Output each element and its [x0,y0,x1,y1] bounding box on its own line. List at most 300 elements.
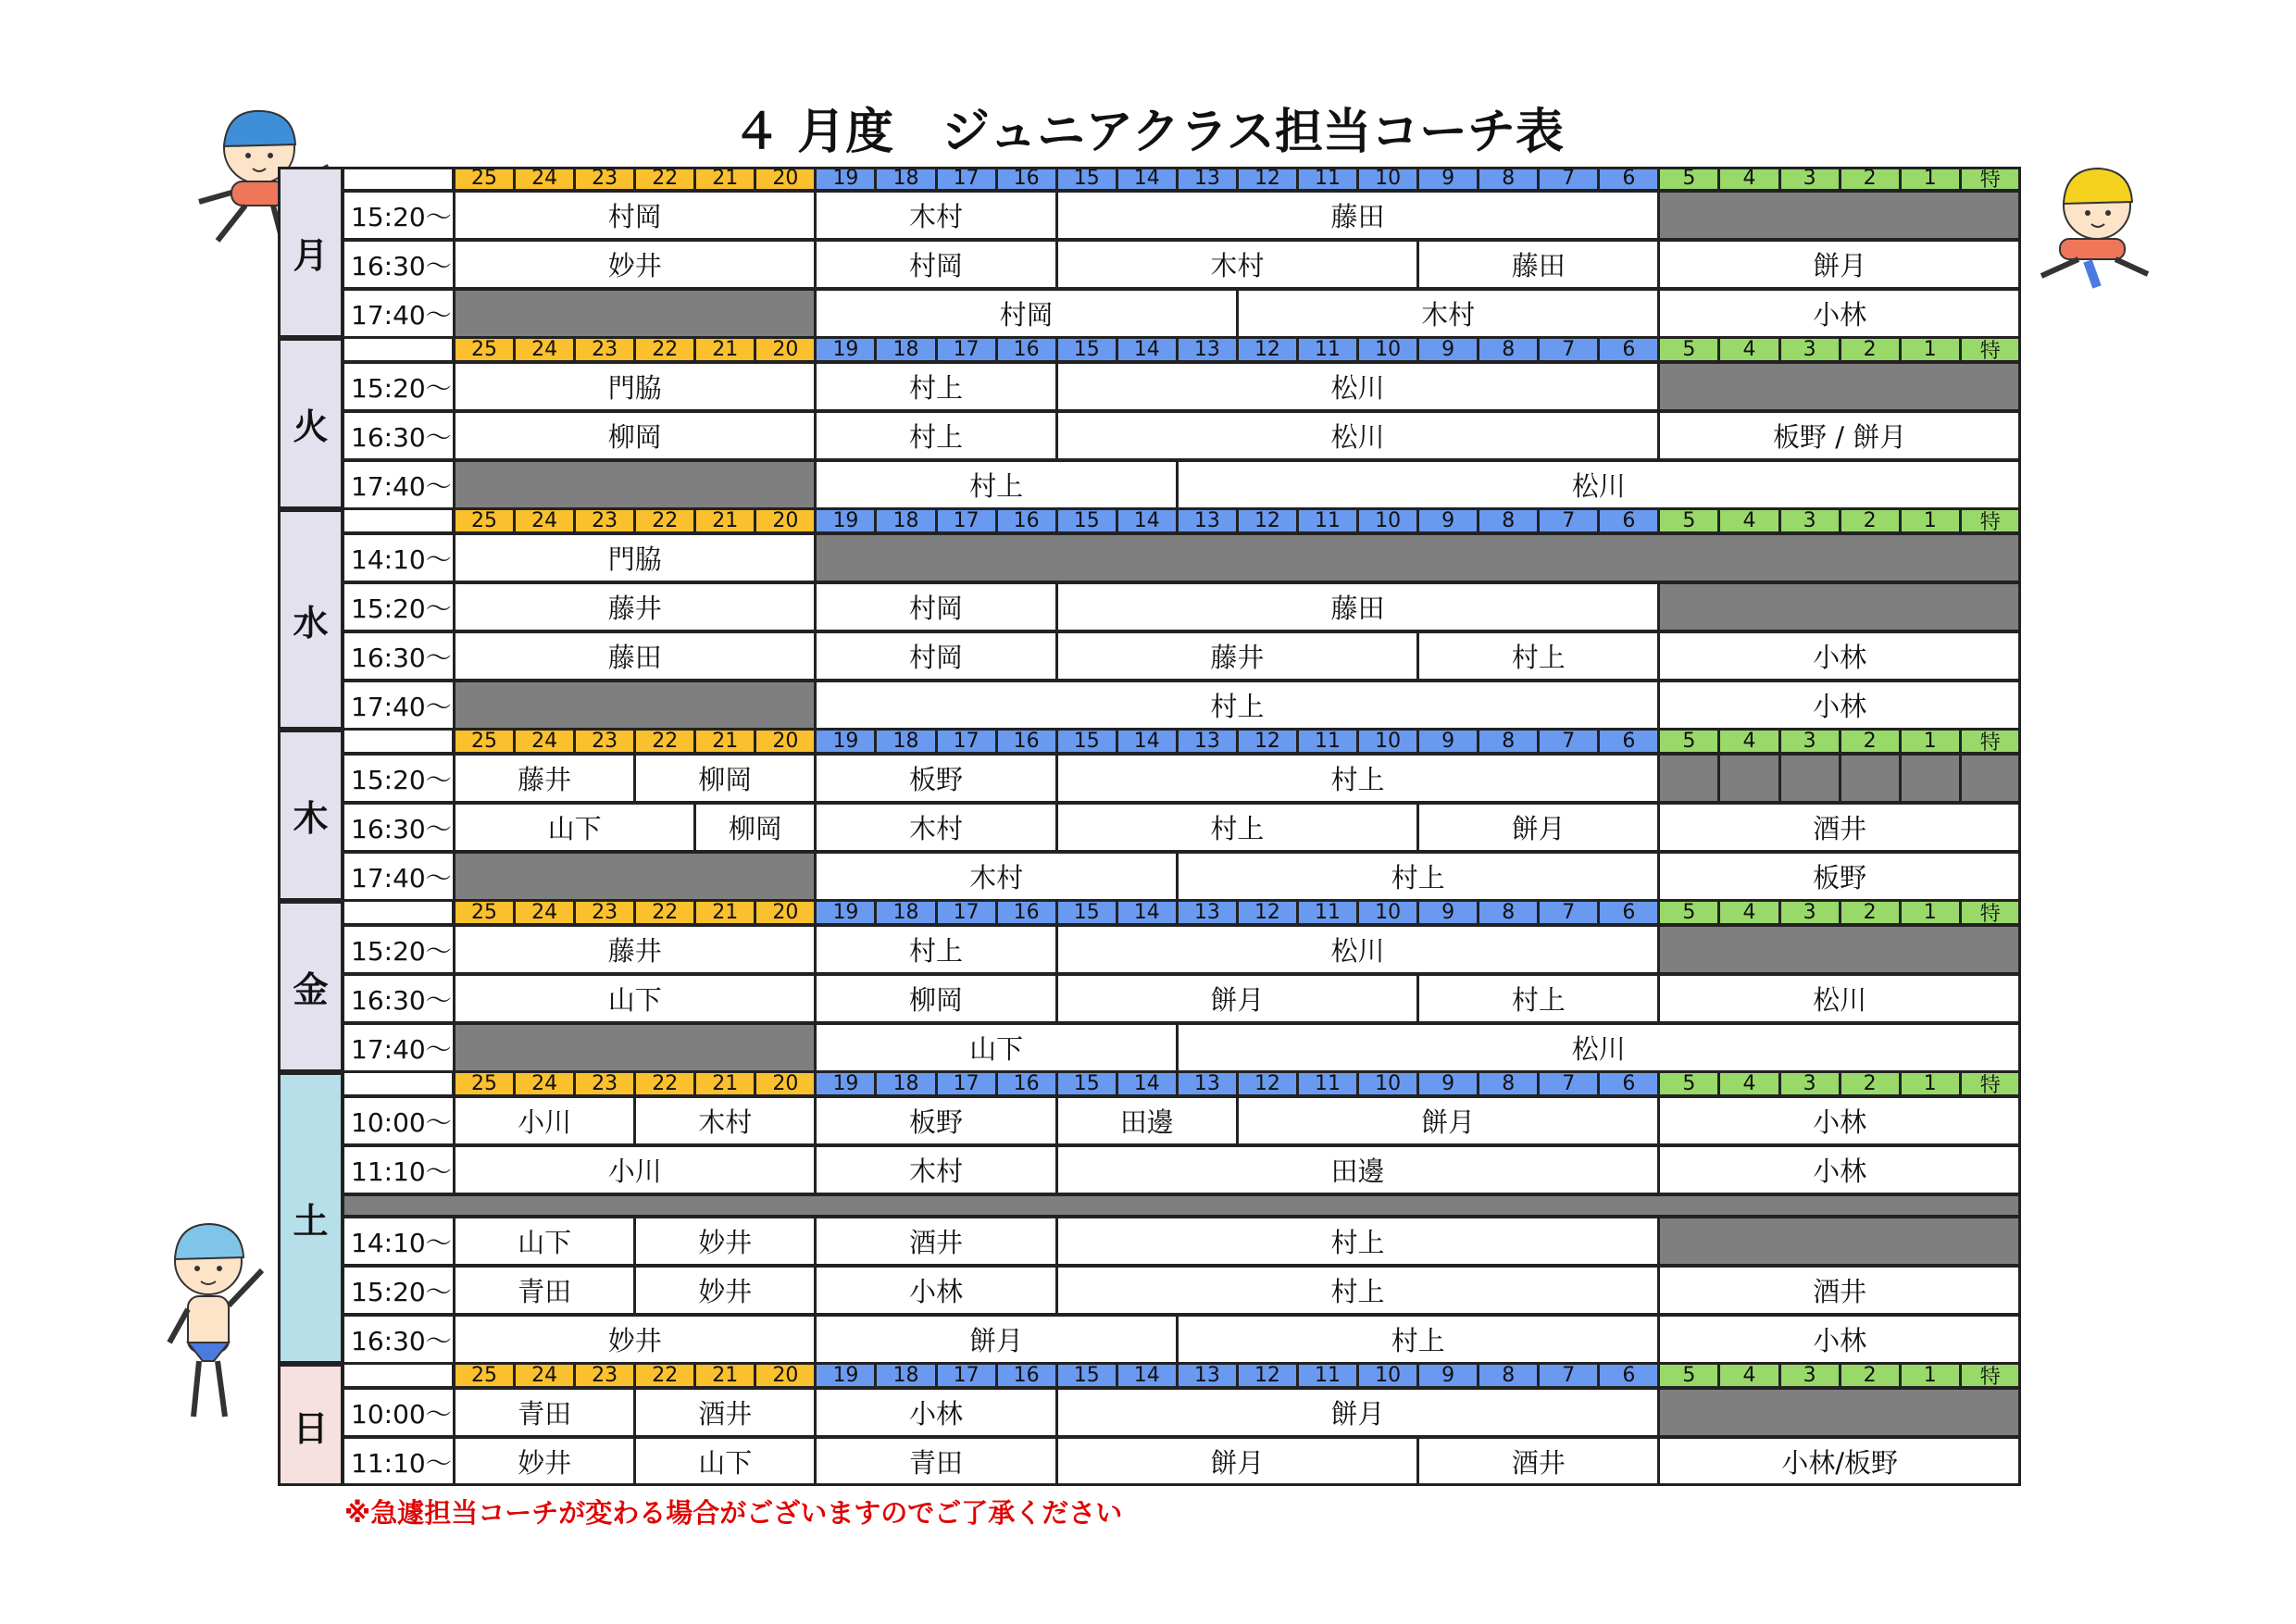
coach-name: 村上 [815,362,1056,411]
grade-header-cell: 18 [875,167,936,191]
grade-header-cell: 特 [1960,730,2021,754]
grade-header-cell: 15 [1056,1364,1117,1388]
coach-name: 青田 [454,1388,635,1437]
day-label: 月 [278,167,343,338]
grade-header-cell: 16 [996,901,1057,925]
coach-name: 村上 [1417,974,1659,1023]
coach-name: 板野 [815,1096,1056,1145]
grade-header-cell: 10 [1357,901,1418,925]
grade-header-cell: 10 [1357,1364,1418,1388]
coach-name: 餅月 [1056,974,1418,1023]
grade-header-cell: 13 [1177,1072,1238,1096]
grade-header-cell: 21 [694,1364,755,1388]
grade-header-cell: 14 [1117,730,1178,754]
coach-name: 木村 [815,1145,1056,1194]
grade-header-cell: 12 [1237,509,1298,533]
coach-name: 田邊 [1056,1096,1238,1145]
grade-header-cell: 6 [1598,338,1659,362]
coach-name: 松川 [1056,362,1660,411]
grade-header-cell: 25 [454,1364,515,1388]
grade-header-cell: 4 [1718,1364,1779,1388]
grade-header-cell: 25 [454,509,515,533]
grade-header-cell: 25 [454,338,515,362]
grade-header-cell: 18 [875,730,936,754]
grade-header-cell: 6 [1598,509,1659,533]
grade-header-cell: 3 [1779,167,1841,191]
kid-yellow-cap-icon [2023,157,2162,296]
coach-name: 藤井 [454,754,635,803]
coach-name: 村上 [1177,852,1660,901]
grade-header-cell: 20 [755,730,816,754]
grade-header-cell: 4 [1718,901,1779,925]
coach-name: 青田 [454,1266,635,1315]
grade-header-cell: 19 [815,509,876,533]
grade-header-cell: 13 [1177,338,1238,362]
coach-name: 小林 [1658,1315,2020,1364]
grade-header-cell: 23 [574,1072,635,1096]
coach-name: 餅月 [1417,803,1659,852]
grade-header-cell: 13 [1177,167,1238,191]
grade-header-cell: 14 [1117,1072,1178,1096]
grade-header-cell: 特 [1960,167,2021,191]
grade-header-cell: 17 [936,338,997,362]
grade-header-cell: 8 [1478,1072,1539,1096]
coach-name: 酒井 [634,1388,816,1437]
grade-header-cell: 9 [1417,338,1479,362]
coach-name: 木村 [1237,289,1659,338]
grade-header-cell: 20 [755,1364,816,1388]
coach-name: 小林 [815,1388,1056,1437]
time-slot: 17:40～ [343,852,455,901]
grade-header-cell: 7 [1538,901,1599,925]
coach-name: 山下 [454,974,816,1023]
table-frame [278,167,2021,1486]
grade-header-cell: 20 [755,1072,816,1096]
coach-name: 餅月 [815,1315,1177,1364]
grade-header-cell: 8 [1478,167,1539,191]
grade-header-cell: 23 [574,901,635,925]
grade-header-cell: 22 [634,1364,695,1388]
coach-name: 酒井 [1658,803,2020,852]
coach-name: 藤井 [1056,631,1418,681]
grade-header-cell: 4 [1718,167,1779,191]
coach-name: 柳岡 [454,411,816,460]
coach-name: 松川 [1658,974,2020,1023]
grade-header-cell: 特 [1960,1072,2021,1096]
coach-name: 柳岡 [815,974,1056,1023]
time-slot: 15:20～ [343,1266,455,1315]
grade-header-cell: 7 [1538,509,1599,533]
grade-header-cell: 11 [1297,1072,1358,1096]
grade-header-cell: 9 [1417,1364,1479,1388]
grade-header-cell: 24 [514,338,575,362]
coach-name: 酒井 [1658,1266,2020,1315]
grade-header-cell: 8 [1478,1364,1539,1388]
grade-header-cell: 14 [1117,167,1178,191]
grade-header-cell: 21 [694,338,755,362]
grade-header-cell: 11 [1297,338,1358,362]
time-slot: 15:20～ [343,191,455,240]
grade-header-cell: 11 [1297,1364,1358,1388]
grade-header-cell: 7 [1538,1072,1599,1096]
coach-name: 藤井 [454,925,816,974]
time-slot: 16:30～ [343,240,455,289]
time-slot: 17:40～ [343,681,455,730]
day-label: 日 [278,1364,343,1486]
grade-header-cell: 12 [1237,730,1298,754]
time-slot: 16:30～ [343,1315,455,1364]
grade-header-cell: 24 [514,167,575,191]
grade-header-cell: 6 [1598,901,1659,925]
time-slot: 16:30～ [343,803,455,852]
grade-header-cell: 1 [1900,509,1961,533]
grade-header-cell: 11 [1297,167,1358,191]
grade-header-cell: 7 [1538,167,1599,191]
coach-name: 餅月 [1237,1096,1659,1145]
coach-name: 松川 [1056,925,1660,974]
grade-header-cell: 19 [815,1072,876,1096]
grade-header-cell: 17 [936,167,997,191]
coach-name: 妙井 [634,1217,816,1266]
grade-header-cell: 2 [1840,1072,1901,1096]
grade-header-cell: 23 [574,509,635,533]
grade-header-cell: 4 [1718,730,1779,754]
grade-header-cell: 10 [1357,730,1418,754]
grade-header-cell: 23 [574,1364,635,1388]
grade-header-cell: 11 [1297,730,1358,754]
grade-header-cell: 1 [1900,167,1961,191]
coach-name: 木村 [1056,240,1418,289]
grade-header-cell: 3 [1779,730,1841,754]
grade-header-cell: 特 [1960,901,2021,925]
coach-name: 藤井 [454,582,816,631]
grade-header-cell: 3 [1779,1364,1841,1388]
grade-header-cell: 20 [755,338,816,362]
grade-header-cell: 18 [875,901,936,925]
grade-header-cell: 10 [1357,338,1418,362]
coach-name: 松川 [1177,1023,2021,1072]
grade-header-cell: 13 [1177,730,1238,754]
grade-header-cell: 1 [1900,1072,1961,1096]
coach-name: 小林 [1658,289,2020,338]
coach-name: 村上 [1056,754,1660,803]
grade-header-cell: 24 [514,509,575,533]
coach-name: 村岡 [815,240,1056,289]
coach-name: 板野 / 餅月 [1658,411,2020,460]
coach-name: 木村 [815,803,1056,852]
coach-name: 木村 [815,852,1177,901]
time-slot: 15:20～ [343,754,455,803]
grade-header-cell: 9 [1417,901,1479,925]
disclaimer-note: ※急遽担当コーチが変わる場合がございますのでご了承ください [344,1497,1123,1529]
grade-header-cell: 3 [1779,338,1841,362]
coach-name: 木村 [815,191,1056,240]
coach-name: 山下 [815,1023,1177,1072]
coach-name: 小林/板野 [1658,1437,2020,1486]
grade-header-cell: 16 [996,167,1057,191]
coach-name: 餅月 [1056,1437,1418,1486]
coach-name: 門脇 [454,533,816,582]
time-slot: 17:40～ [343,460,455,509]
grade-header-cell: 15 [1056,509,1117,533]
coach-name: 村上 [1056,1266,1660,1315]
coach-name: 妙井 [454,1315,816,1364]
grade-header-cell: 1 [1900,901,1961,925]
grade-header-cell: 12 [1237,338,1298,362]
coach-name: 山下 [634,1437,816,1486]
time-slot: 16:30～ [343,411,455,460]
grade-header-cell: 24 [514,1072,575,1096]
grade-header-cell: 8 [1478,338,1539,362]
coach-name: 山下 [454,1217,635,1266]
grade-header-cell: 2 [1840,338,1901,362]
grade-header-cell: 15 [1056,1072,1117,1096]
coach-name: 小川 [454,1096,635,1145]
coach-name: 青田 [815,1437,1056,1486]
coach-name: 妙井 [454,1437,635,1486]
grade-header-cell: 20 [755,167,816,191]
coach-name: 村上 [1056,803,1418,852]
coach-name: 村岡 [454,191,816,240]
grade-header-cell: 5 [1658,1072,1719,1096]
grade-header-cell: 22 [634,1072,695,1096]
grade-header-cell: 1 [1900,1364,1961,1388]
grade-header-cell: 18 [875,509,936,533]
coach-name: 小林 [1658,1145,2020,1194]
time-slot: 11:10～ [343,1437,455,1486]
grade-header-cell: 13 [1177,509,1238,533]
grade-header-cell: 12 [1237,1072,1298,1096]
grade-header-cell: 10 [1357,509,1418,533]
time-slot: 15:20～ [343,925,455,974]
time-slot: 11:10～ [343,1145,455,1194]
coach-name: 妙井 [634,1266,816,1315]
coach-name: 酒井 [815,1217,1056,1266]
grade-header-cell: 5 [1658,167,1719,191]
grade-header-cell: 9 [1417,509,1479,533]
grade-header-cell: 6 [1598,167,1659,191]
coach-name: 松川 [1056,411,1660,460]
grade-header-cell: 11 [1297,901,1358,925]
grade-header-cell: 25 [454,901,515,925]
grade-header-cell: 7 [1538,730,1599,754]
grade-header-cell: 23 [574,338,635,362]
grade-header-cell: 19 [815,1364,876,1388]
grade-header-cell: 18 [875,338,936,362]
grade-header-cell: 1 [1900,730,1961,754]
grade-header-cell: 14 [1117,509,1178,533]
coach-name: 村上 [1056,1217,1660,1266]
grade-header-cell: 16 [996,509,1057,533]
grade-header-cell: 22 [634,167,695,191]
grade-header-cell: 4 [1718,338,1779,362]
grade-header-cell: 10 [1357,167,1418,191]
grade-header-cell: 16 [996,338,1057,362]
coach-name: 藤田 [1417,240,1659,289]
grade-header-cell: 15 [1056,730,1117,754]
grade-header-cell: 8 [1478,730,1539,754]
grade-header-cell: 16 [996,730,1057,754]
grade-header-cell: 8 [1478,509,1539,533]
grade-header-cell: 12 [1237,1364,1298,1388]
grade-header-cell: 21 [694,1072,755,1096]
time-slot: 10:00～ [343,1388,455,1437]
grade-header-cell: 15 [1056,338,1117,362]
coach-name: 柳岡 [694,803,816,852]
grade-header-cell: 17 [936,1072,997,1096]
grade-header-cell: 22 [634,730,695,754]
grade-header-cell: 17 [936,901,997,925]
coach-name: 餅月 [1658,240,2020,289]
grade-header-cell: 21 [694,167,755,191]
grade-header-cell: 14 [1117,901,1178,925]
grade-header-cell: 5 [1658,338,1719,362]
grade-header-cell: 14 [1117,1364,1178,1388]
grade-header-cell: 10 [1357,1072,1418,1096]
coach-name: 村岡 [815,631,1056,681]
coach-name: 藤田 [454,631,816,681]
coach-name: 板野 [815,754,1056,803]
grade-header-cell: 6 [1598,1364,1659,1388]
coach-name: 柳岡 [634,754,816,803]
grade-header-cell: 20 [755,509,816,533]
grade-header-cell: 24 [514,901,575,925]
grade-header-cell: 21 [694,901,755,925]
day-label: 木 [278,730,343,901]
grade-header-cell: 2 [1840,167,1901,191]
grade-header-cell: 13 [1177,1364,1238,1388]
grade-header-cell: 5 [1658,730,1719,754]
day-label: 金 [278,901,343,1072]
grade-header-cell: 2 [1840,509,1901,533]
grade-header-cell: 16 [996,1364,1057,1388]
grade-header-cell: 5 [1658,1364,1719,1388]
grade-header-cell: 17 [936,1364,997,1388]
grade-header-cell: 7 [1538,338,1599,362]
coach-name: 村上 [815,925,1056,974]
grade-header-cell: 22 [634,509,695,533]
grade-header-cell: 15 [1056,901,1117,925]
kid-swimmer-standing-icon [153,1213,278,1426]
grade-header-cell: 特 [1960,509,2021,533]
coach-name: 小林 [1658,1096,2020,1145]
grade-header-cell: 19 [815,338,876,362]
grade-header-cell: 22 [634,901,695,925]
grade-header-cell: 4 [1718,1072,1779,1096]
grade-header-cell: 24 [514,730,575,754]
grade-header-cell: 2 [1840,730,1901,754]
time-slot: 17:40～ [343,1023,455,1072]
coach-name: 田邊 [1056,1145,1660,1194]
grade-header-cell: 4 [1718,509,1779,533]
coach-name: 小林 [815,1266,1056,1315]
time-slot: 17:40～ [343,289,455,338]
coach-name: 小林 [1658,681,2020,730]
coach-name: 餅月 [1056,1388,1660,1437]
time-slot: 14:10～ [343,1217,455,1266]
coach-name: 木村 [634,1096,816,1145]
coach-name: 村上 [815,681,1659,730]
grade-header-cell: 15 [1056,167,1117,191]
grade-header-cell: 13 [1177,901,1238,925]
grade-header-cell: 3 [1779,1072,1841,1096]
grade-header-cell: 12 [1237,901,1298,925]
grade-header-cell: 23 [574,730,635,754]
coach-name: 村上 [1177,1315,1660,1364]
grade-header-cell: 19 [815,167,876,191]
time-slot: 16:30～ [343,631,455,681]
grade-header-cell: 8 [1478,901,1539,925]
grade-header-cell: 20 [755,901,816,925]
grade-header-cell: 7 [1538,1364,1599,1388]
coach-name: 松川 [1177,460,2021,509]
day-label: 火 [278,338,343,509]
time-slot: 16:30～ [343,974,455,1023]
grade-header-cell: 14 [1117,338,1178,362]
grade-header-cell: 1 [1900,338,1961,362]
coach-name: 小川 [454,1145,816,1194]
coach-name: 藤田 [1056,582,1660,631]
grade-header-cell: 特 [1960,1364,2021,1388]
grade-header-cell: 9 [1417,730,1479,754]
grade-header-cell: 19 [815,730,876,754]
grade-header-cell: 25 [454,167,515,191]
grade-header-cell: 25 [454,730,515,754]
grade-header-cell: 24 [514,1364,575,1388]
grade-header-cell: 22 [634,338,695,362]
time-slot: 14:10～ [343,533,455,582]
grade-header-cell: 2 [1840,901,1901,925]
grade-header-cell: 18 [875,1364,936,1388]
grade-header-cell: 6 [1598,1072,1659,1096]
time-slot: 15:20～ [343,362,455,411]
coach-name: 酒井 [1417,1437,1659,1486]
grade-header-cell: 6 [1598,730,1659,754]
grade-header-cell: 9 [1417,167,1479,191]
coach-name: 板野 [1658,852,2020,901]
coach-name: 山下 [454,803,695,852]
grade-header-cell: 21 [694,730,755,754]
coach-name: 藤田 [1056,191,1660,240]
grade-header-cell: 特 [1960,338,2021,362]
grade-header-cell: 3 [1779,509,1841,533]
coach-name: 村岡 [815,582,1056,631]
coach-name: 門脇 [454,362,816,411]
grade-header-cell: 16 [996,1072,1057,1096]
coach-name: 村上 [815,460,1177,509]
day-label: 土 [278,1072,343,1364]
coach-name: 小林 [1658,631,2020,681]
time-slot: 15:20～ [343,582,455,631]
grade-header-cell: 17 [936,509,997,533]
time-slot: 10:00～ [343,1096,455,1145]
grade-header-cell: 2 [1840,1364,1901,1388]
coach-name: 妙井 [454,240,816,289]
page-title: ４ 月度 ジュニアクラス担当コーチ表 [732,105,1564,160]
grade-header-cell: 17 [936,730,997,754]
grade-header-cell: 5 [1658,509,1719,533]
grade-header-cell: 9 [1417,1072,1479,1096]
grade-header-cell: 21 [694,509,755,533]
coach-name: 村上 [1417,631,1659,681]
day-label: 水 [278,509,343,730]
grade-header-cell: 23 [574,167,635,191]
grade-header-cell: 5 [1658,901,1719,925]
grade-header-cell: 11 [1297,509,1358,533]
grade-header-cell: 25 [454,1072,515,1096]
grade-header-cell: 12 [1237,167,1298,191]
grade-header-cell: 3 [1779,901,1841,925]
